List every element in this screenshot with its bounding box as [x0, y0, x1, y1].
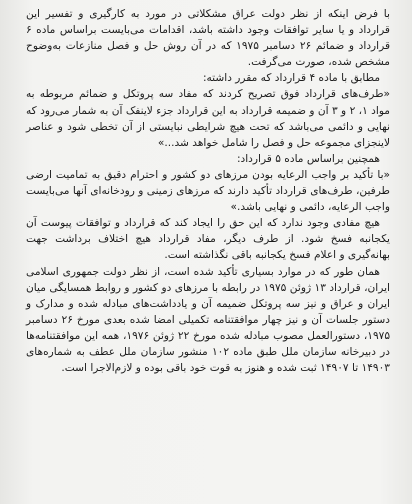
paragraph-iraq-difficulties: با فرض اینکه از نظر دولت عراق مشکلاتی در مورد به کارگیری و تفسیر این قرارداد و یا سایر توافقات وجود داشته باشد، اقدامات می‌بایست براساس ماده ۶ قرارداد و ضمائم ۲۶ دسامبر ۱۹۷۵ که در آن روش حل و فصل منازعات به‌وضوح مشخص شده، صورت می‌گرفت.: [26, 8, 391, 69]
article-4-quote: «طرف‌های قرارداد فوق تصریح کردند که مفاد سه پروتکل و ضمائم مربوطه به مواد ۱، ۲ و ۳ آن و ضمیمه قرارداد به این قرارداد جزء لاینفک آن به شمار می‌رود که نهایی و دائمی می‌باشد که تحت هیچ شرایطی نبایستی از آن تخطی شود و عناصر لاینجزای مجموعه حل و فصل را شامل خواهد شد...»: [26, 88, 390, 149]
article-5-quote: «با تأکید بر واجب الرعایه بودن مرزهای دو کشور و احترام دقیق به تمامیت ارضی طرفین، طرف‌های قرارداد تأکید دارند که مرزهای زمینی و رودخانه‌ای آنها می‌بایست واجب الرعایه، دائمی و نهایی باشد.»: [26, 168, 390, 214]
paragraph-no-unilateral-termination: هیچ مفادی وجود ندارد که این حق را ایجاد کند که قرارداد و توافقات پیوست آن یکجانبه فسخ شود. از طرف دیگر، مفاد قرارداد هیچ اختلاف برداشت جهت بهانه‌گیری و اعلام فسخ یکجانبه باقی نگذاشته است.: [26, 217, 390, 262]
paragraph-iran-position: همان طور که در موارد بسیاری تأکید شده است، از نظر دولت جمهوری اسلامی ایران، قرارداد ۱۳ ژوئن ۱۹۷۵ در رابطه با مرزهای دو کشور و روابط همسایگی میان ایران و عراق و نیز سه پروتکل ضمیمه آن و یادداشت‌های مبادله شده و مدارک و دستور جلسات آن و نیز چهار موافقتنامه تکمیلی امضا شده بعدی مورخ ۲۶ دسامبر ۱۹۷۵، دستورالعمل مصوب مبادله شده مورخ ۲۲ ژوئن ۱۹۷۶، همه این موافقتنامه‌ها در دبیرخانه سازمان ملل طبق ماده ۱۰۲ منشور سازمان ملل عطف به شماره‌های ۱۴۹۰۳ تا ۱۴۹۰۷ ثبت شده و هنوز به قوت خود باقی بوده و لازم‌الاجرا است.: [26, 265, 391, 375]
article-5-intro: همچنین براساس ماده ۵ قرارداد:: [236, 152, 380, 165]
article-4-intro: مطابق با ماده ۴ قرارداد که مقرر داشته:: [202, 72, 380, 85]
